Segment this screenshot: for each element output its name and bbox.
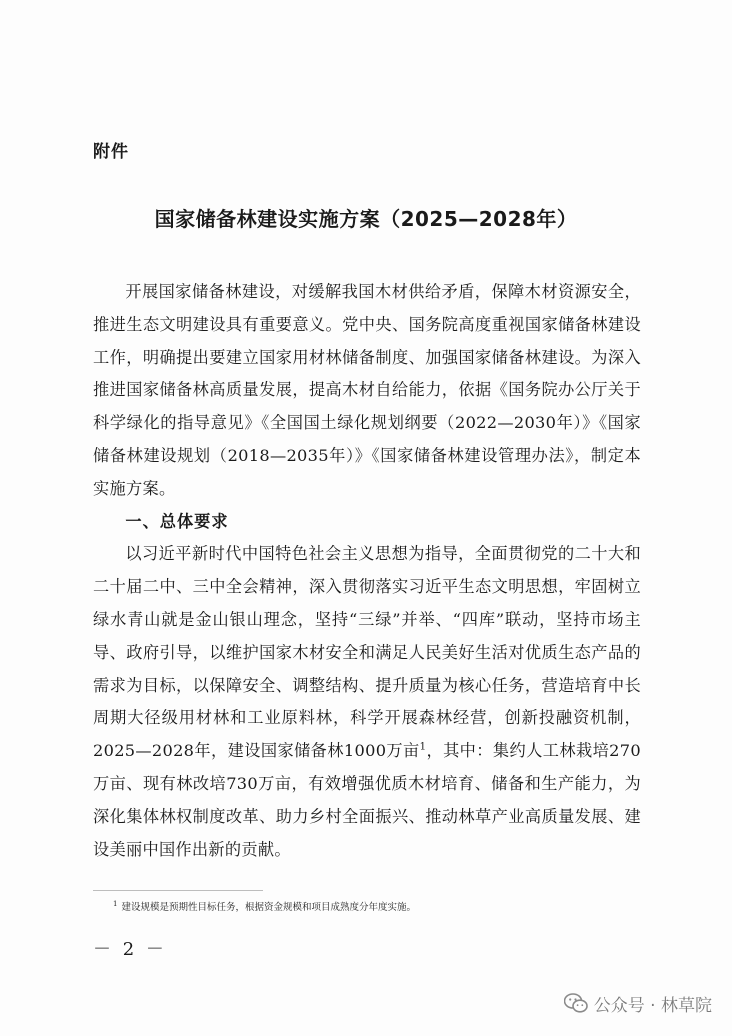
wechat-icon [564,993,588,1014]
watermark [564,991,712,1016]
intro-paragraph: 开展国家储备林建设，对缓解我国木材供给矛盾，保障木材资源安全，推进生态文明建设具有重要意义。党中央、国务院高度重视国家储备林建设工作，明确提出要建立国家用材林储备制度、加强国家储备林建设。为深入推进国家储备林高质量发展，提高木材自给能力，依据《国务院办公厅关于科学绿化的指导意见》《全国国土绿化规划纲要（2022—2030年）》《国家储备林建设规划（2018—2035年）》《国家储备林建设管理办法》，制定本实施方案。 [93,282,641,498]
footnote-reference: 1 [419,741,427,753]
section1-paragraph [93,538,641,866]
section-heading: 一、总体要求 [125,511,229,531]
footnote [113,899,416,913]
section1-text-part2: ，其中：集约人工林栽培270万亩、现有林改培730万亩，有效增强优质木材培育、储备和生产能力，为深化集体林权制度改革、助力乡村全面振兴、推动林草产业高质量发展、建设美丽中国作出新的贡献。 [93,741,641,859]
page-number: － 2 － [93,939,167,960]
section1-text-part1: 以习近平新时代中国特色社会主义思想为指导，全面贯彻党的二十大和二十届二中、三中全会精神，深入贯彻落实习近平生态文明思想，牢固树立绿水青山就是金山银山理念，坚持“三绿”并举、“四库”联动，坚持市场主导、政府引导，以维护国家木材安全和满足人民美好生活对优质生态产品的需求为目标，以保障安全、调整结构、提升质量为核心任务，营造培育中长周期大径级用材林和工业原料林，科学开展森林经营，创新投融资机制，2025—2028年，建设国家储备林1000万亩 [93,544,641,761]
watermark-text: 公众号 · 林草院 [593,996,712,1016]
footnote-text: 建设规模是预期性目标任务，根据资金规模和项目成熟度分年度实施。 [121,902,416,913]
document-title: 国家储备林建设实施方案（2025—2028年） [154,207,578,231]
document-body [93,276,641,866]
footnote-mark: 1 [113,899,118,908]
footnote-divider [93,890,263,891]
attachment-label: 附件 [93,142,129,162]
